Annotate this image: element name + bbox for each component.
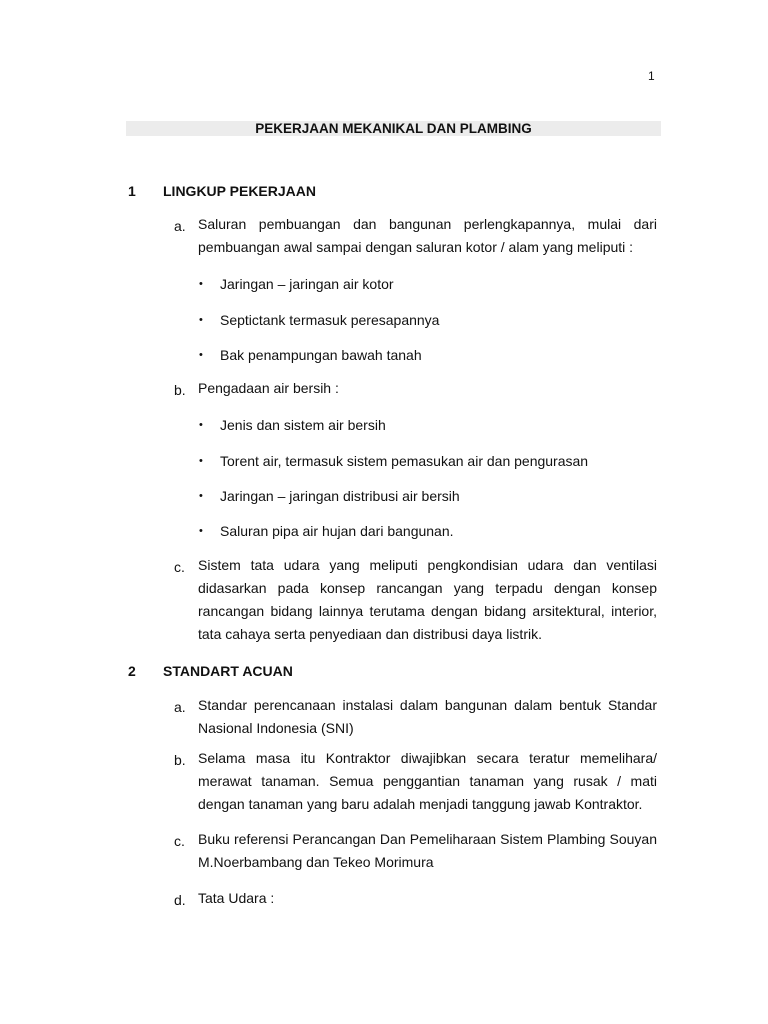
- bullet-item: Jenis dan sistem air bersih: [220, 417, 386, 433]
- item-text: Selama masa itu Kontraktor diwajibkan secara teratur memelihara/ merawat tanaman. Semua penggantian tanaman yang rusak / mati dengan tanaman yang baru adalah menjadi tanggung jawab Kontraktor.: [198, 750, 657, 812]
- bullet-item: Jaringan – jaringan air kotor: [220, 276, 394, 292]
- bullet-marker: •: [199, 490, 203, 502]
- bullet-marker: •: [199, 525, 203, 537]
- item-letter: b.: [174, 752, 186, 768]
- bullet-item: Septictank termasuk peresapannya: [220, 312, 440, 328]
- item-letter: d.: [174, 892, 186, 908]
- bullet-item: Saluran pipa air hujan dari bangunan.: [220, 523, 454, 539]
- item-text: Sistem tata udara yang meliputi pengkondisian udara dan ventilasi didasarkan pada konsep rancangan yang terpadu dengan konsep rancangan bidang lainnya terutama dengan bidang arsitektural, interior, tata cahaya serta penyediaan dan distribusi daya listrik.: [198, 557, 657, 642]
- bullet-item: Jaringan – jaringan distribusi air bersih: [220, 488, 460, 504]
- bullet-item: Bak penampungan bawah tanah: [220, 347, 422, 363]
- item-text: Tata Udara :: [198, 890, 275, 906]
- bullet-item: Torent air, termasuk sistem pemasukan air dan pengurasan: [220, 453, 589, 469]
- item-letter: b.: [174, 382, 186, 398]
- item-letter: c.: [174, 559, 185, 575]
- item-text: Pengadaan air bersih :: [198, 380, 339, 396]
- document-title: PEKERJAAN MEKANIKAL DAN PLAMBING: [255, 121, 532, 136]
- item-text: Buku referensi Perancangan Dan Pemeliharaan Sistem Plambing Souyan M.Noerbambang dan Tekeo Morimura: [198, 831, 657, 870]
- item-text: Saluran pembuangan dan bangunan perlengkapannya, mulai dari pembuangan awal sampai dengan saluran kotor / alam yang meliputi :: [198, 216, 657, 255]
- bullet-marker: •: [199, 349, 203, 361]
- section-title: STANDART ACUAN: [163, 663, 293, 679]
- bullet-marker: •: [199, 314, 203, 326]
- section-number: 1: [128, 183, 136, 199]
- item-text: Standar perencanaan instalasi dalam bangunan dalam bentuk Standar Nasional Indonesia (SNI): [198, 697, 657, 736]
- section-number: 2: [128, 663, 136, 679]
- bullet-marker: •: [199, 455, 203, 467]
- item-letter: a.: [174, 699, 186, 715]
- title-bar: [126, 121, 661, 136]
- section-title: LINGKUP PEKERJAAN: [163, 183, 316, 199]
- page-number: 1: [648, 69, 655, 83]
- bullet-marker: •: [199, 419, 203, 431]
- item-letter: a.: [174, 218, 186, 234]
- item-letter: c.: [174, 833, 185, 849]
- bullet-marker: •: [199, 278, 203, 290]
